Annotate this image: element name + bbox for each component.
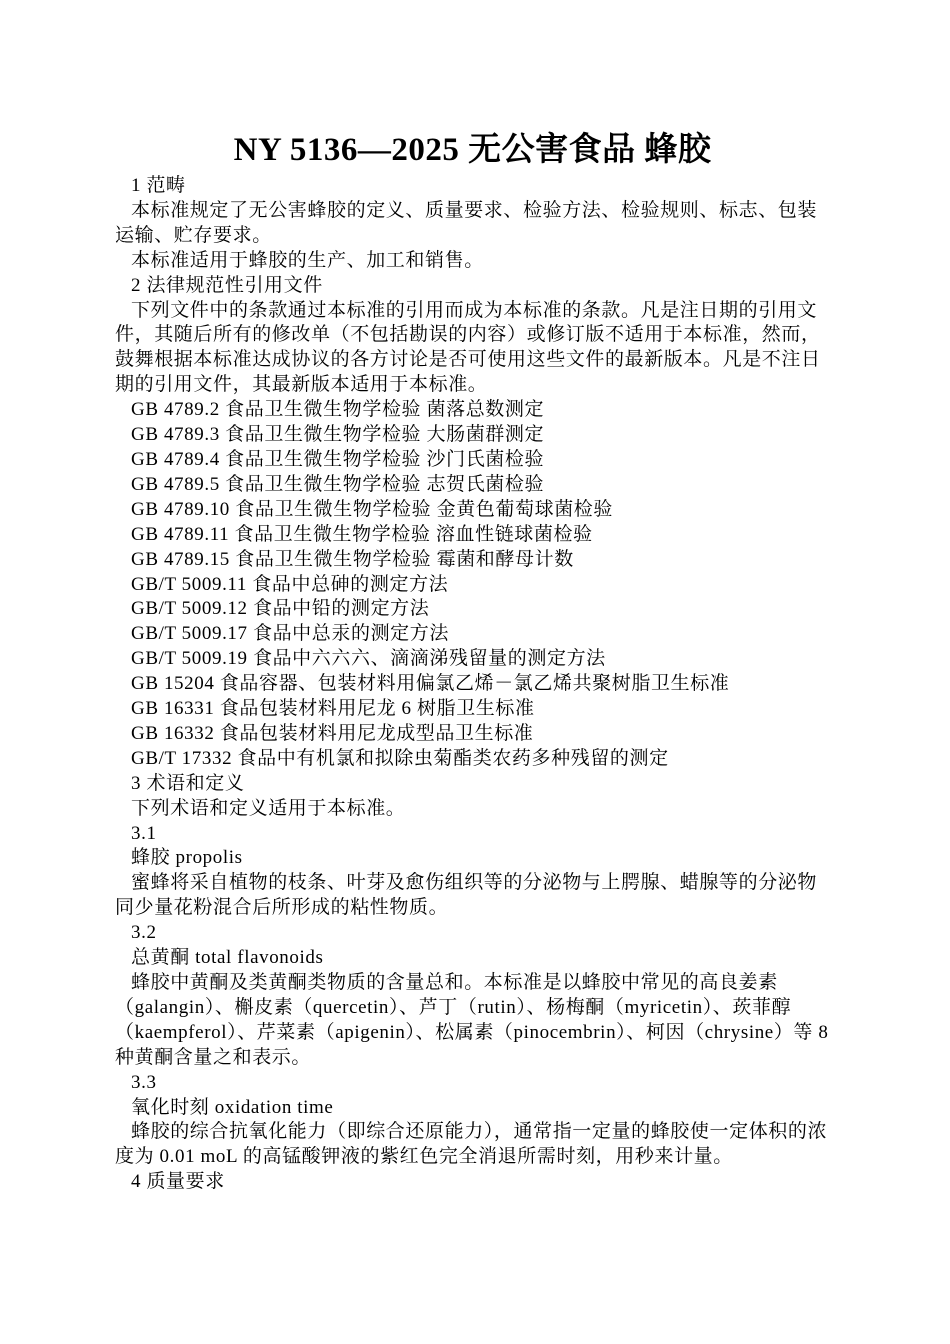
term-3-2-number: 3.2 — [131, 922, 157, 944]
section-4-heading: 4 质量要求 — [131, 1171, 225, 1193]
reference-item: GB/T 5009.19 食品中六六六、滴滴涕残留量的测定方法 — [131, 648, 606, 670]
reference-item: GB 16331 食品包装材料用尼龙 6 树脂卫生标准 — [131, 698, 535, 720]
reference-item: GB 4789.4 食品卫生微生物学检验 沙门氏菌检验 — [131, 448, 545, 470]
term-3-1-definition: 蜜蜂将采自植物的枝条、叶芽及愈伤组织等的分泌物与上腭腺、蜡腺等的分泌物同少量花粉混合后所形成的粘性物质。 — [115, 872, 818, 919]
reference-item: GB/T 17332 食品中有机氯和拟除虫菊酯类农药多种残留的测定 — [131, 747, 669, 769]
reference-item: GB/T 5009.12 食品中铅的测定方法 — [131, 598, 430, 620]
document-page — [115, 128, 830, 1195]
section-3-heading: 3 术语和定义 — [131, 772, 245, 794]
term-3-3-definition: 蜂胶的综合抗氧化能力（即综合还原能力），通常指一定量的蜂胶使一定体积的浓度为 0.01 moL 的高锰酸钾液的紫红色完全消退所需时刻，用秒来计量。 — [115, 1121, 828, 1168]
section-1-paragraph-2: 本标准适用于蜂胶的生产、加工和销售。 — [131, 249, 484, 271]
reference-item: GB 15204 食品容器、包装材料用偏氯乙烯－氯乙烯共聚树脂卫生标准 — [131, 673, 730, 695]
reference-item: GB 4789.5 食品卫生微生物学检验 志贺氏菌检验 — [131, 473, 545, 495]
normative-references-list — [115, 398, 830, 772]
term-3-3-number: 3.3 — [131, 1071, 157, 1093]
section-3-paragraph-1: 下列术语和定义适用于本标准。 — [131, 797, 406, 819]
term-3-2-name: 总黄酮 total flavonoids — [131, 947, 324, 969]
reference-item: GB 16332 食品包装材料用尼龙成型品卫生标准 — [131, 722, 534, 744]
reference-item: GB/T 5009.17 食品中总汞的测定方法 — [131, 623, 449, 645]
reference-item: GB 4789.11 食品卫生微生物学检验 溶血性链球菌检验 — [131, 523, 593, 545]
reference-item: GB 4789.15 食品卫生微生物学检验 霉菌和酵母计数 — [131, 548, 574, 570]
reference-item: GB/T 5009.11 食品中总砷的测定方法 — [131, 573, 449, 595]
section-2-paragraph-1: 下列文件中的条款通过本标准的引用而成为本标准的条款。凡是注日期的引用文件，其随后所有的修改单（不包括勘误的内容）或修订版不适用于本标准，然而，鼓舞根据本标准达成协议的各方讨论是否可使用这些文件的最新版本。凡是不注日期的引用文件，其最新版本适用于本标准。 — [115, 299, 821, 396]
term-3-1-number: 3.1 — [131, 822, 157, 844]
term-3-3-name: 氧化时刻 oxidation time — [131, 1096, 334, 1118]
section-1-heading: 1 范畴 — [131, 175, 186, 196]
reference-item: GB 4789.10 食品卫生微生物学检验 金黄色葡萄球菌检验 — [131, 498, 613, 520]
term-3-2-definition: 蜂胶中黄酮及类黄酮类物质的含量总和。本标准是以蜂胶中常见的高良姜素（galangin）、槲皮素（quercetin）、芦丁（rutin）、杨梅酮（myricetin）、莰菲醇（kaempferol）、芹菜素（apigenin）、松属素（pinocembrin）、柯因（chrysine）等 8 种黄酮含量之和表示。 — [115, 972, 829, 1068]
reference-item: GB 4789.2 食品卫生微生物学检验 菌落总数测定 — [131, 399, 545, 421]
document-title: NY 5136—2025 无公害食品 蜂胶 — [233, 132, 712, 168]
section-2-heading: 2 法律规范性引用文件 — [131, 274, 323, 296]
reference-item: GB 4789.3 食品卫生微生物学检验 大肠菌群测定 — [131, 424, 545, 446]
section-1-paragraph-1: 本标准规定了无公害蜂胶的定义、质量要求、检验方法、检验规则、标志、包装 运输、贮存要求。 — [115, 199, 818, 246]
term-3-1-name: 蜂胶 propolis — [131, 847, 243, 869]
